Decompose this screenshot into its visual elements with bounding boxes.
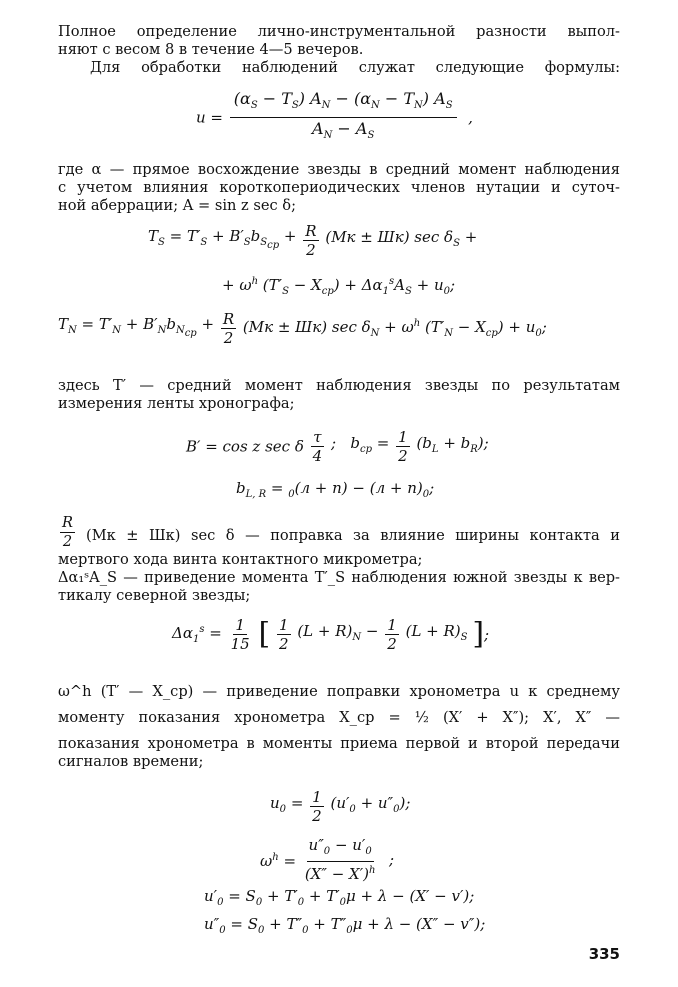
text-line: няют с весом 8 в течение 4—5 вечеров. bbox=[58, 41, 364, 58]
text-line: мертвого хода винта контактного микрометра; bbox=[58, 551, 423, 568]
formula-ts-line1: $T_S = T'_S + B'_Sb_{S_{cp}}$ + $\frac{R}{2}$ (Mк ± Шк) $\sec \delta_S$ + bbox=[148, 222, 478, 259]
formula-b: B′ = cos z sec δ $\frac{\tau}{4}$ ; $b_{cp}$ = $\frac{1}{2}$ $(b_L + b_R)$; bbox=[186, 428, 489, 465]
text-line: ω^h (T′ — X_cp) — приведение поправки хронометра u к среднему bbox=[58, 683, 620, 700]
text-line: моменту показания хронометра X_cp = ½ (X′ + X″); X′, X″ — bbox=[58, 709, 620, 726]
text-line: измерения ленты хронографа; bbox=[58, 395, 295, 412]
text-line: где α — прямое восхождение звезды в средний момент наблюдения bbox=[58, 161, 620, 178]
text-line: Полное определение лично-инструментальной разности выпол- bbox=[58, 23, 620, 40]
formula-bl: $b_{L, R} = _0(л + п) - (л + п)_0$; bbox=[236, 479, 435, 500]
text-line: Δα₁ˢA_S — приведение момента T′_S наблюдения южной звезды к вер- bbox=[58, 569, 620, 586]
text-line: тикалу северной звезды; bbox=[58, 587, 251, 604]
text-line: сигналов времени; bbox=[58, 753, 204, 770]
text-line: с учетом влияния короткопериодических членов нутации и суточ- bbox=[58, 179, 620, 196]
text-line: ной аберрации; A = sin z sec δ; bbox=[58, 197, 296, 214]
formula-u0-prime: $u'_0 = S_0 + T'_0 + T'_0\mu + \lambda - (X' - v')$; bbox=[204, 887, 475, 908]
text-line: (Mк ± Шк) sec δ — поправка за влияние ширины контакта и bbox=[86, 527, 620, 544]
text-line: $\frac{R}{2}$ bbox=[62, 514, 73, 550]
text-line: Для обработки наблюдений служат следующие формулы: bbox=[90, 59, 620, 76]
formula-u0-double-prime: $u''_0 = S_0 + T''_0 + T''_0\mu + \lambda - (X'' - v'')$; bbox=[204, 915, 486, 936]
page-number: 335 bbox=[588, 945, 620, 963]
formula-u: u = $\frac{(\alpha_S - T_S) A_N - (\alpha_N - T_N) A_S}{A_N - A_S}$ , bbox=[196, 89, 473, 142]
formula-delta-alpha: $\Delta\alpha_1^s$ = $\frac{1}{15}$ [ $\frac{1}{2}$ $(L + R)_N$ − $\frac{1}{2}$ $(L + R)_S$ ]; bbox=[172, 616, 490, 653]
text-line: показания хронометра в моменты приема первой и второй передачи bbox=[58, 735, 620, 752]
text-line: здесь T′ — средний момент наблюдения звезды по результатам bbox=[58, 377, 620, 394]
formula-u0: $u_0$ = $\frac{1}{2}$ $(u'_0 + u''_0)$; bbox=[270, 788, 411, 825]
formula-tn: $T_N = T'_N + B'_Nb_{N_{cp}}$ + $\frac{R}{2}$ (Mк ± Шк) $\sec \delta_N + \omega^h$ $(T'_N - X_{cp}) + u_0$; bbox=[58, 310, 547, 347]
formula-omega: $\omega^h$ = $\frac{u''_0 - u'_0}{(X'' - X')^h}$ ; bbox=[260, 836, 395, 883]
formula-ts-line2: + $\omega^h$ $(T'_S - X_{cp}) + \Delta\alpha_1^sA_S + u_0$; bbox=[222, 276, 456, 297]
